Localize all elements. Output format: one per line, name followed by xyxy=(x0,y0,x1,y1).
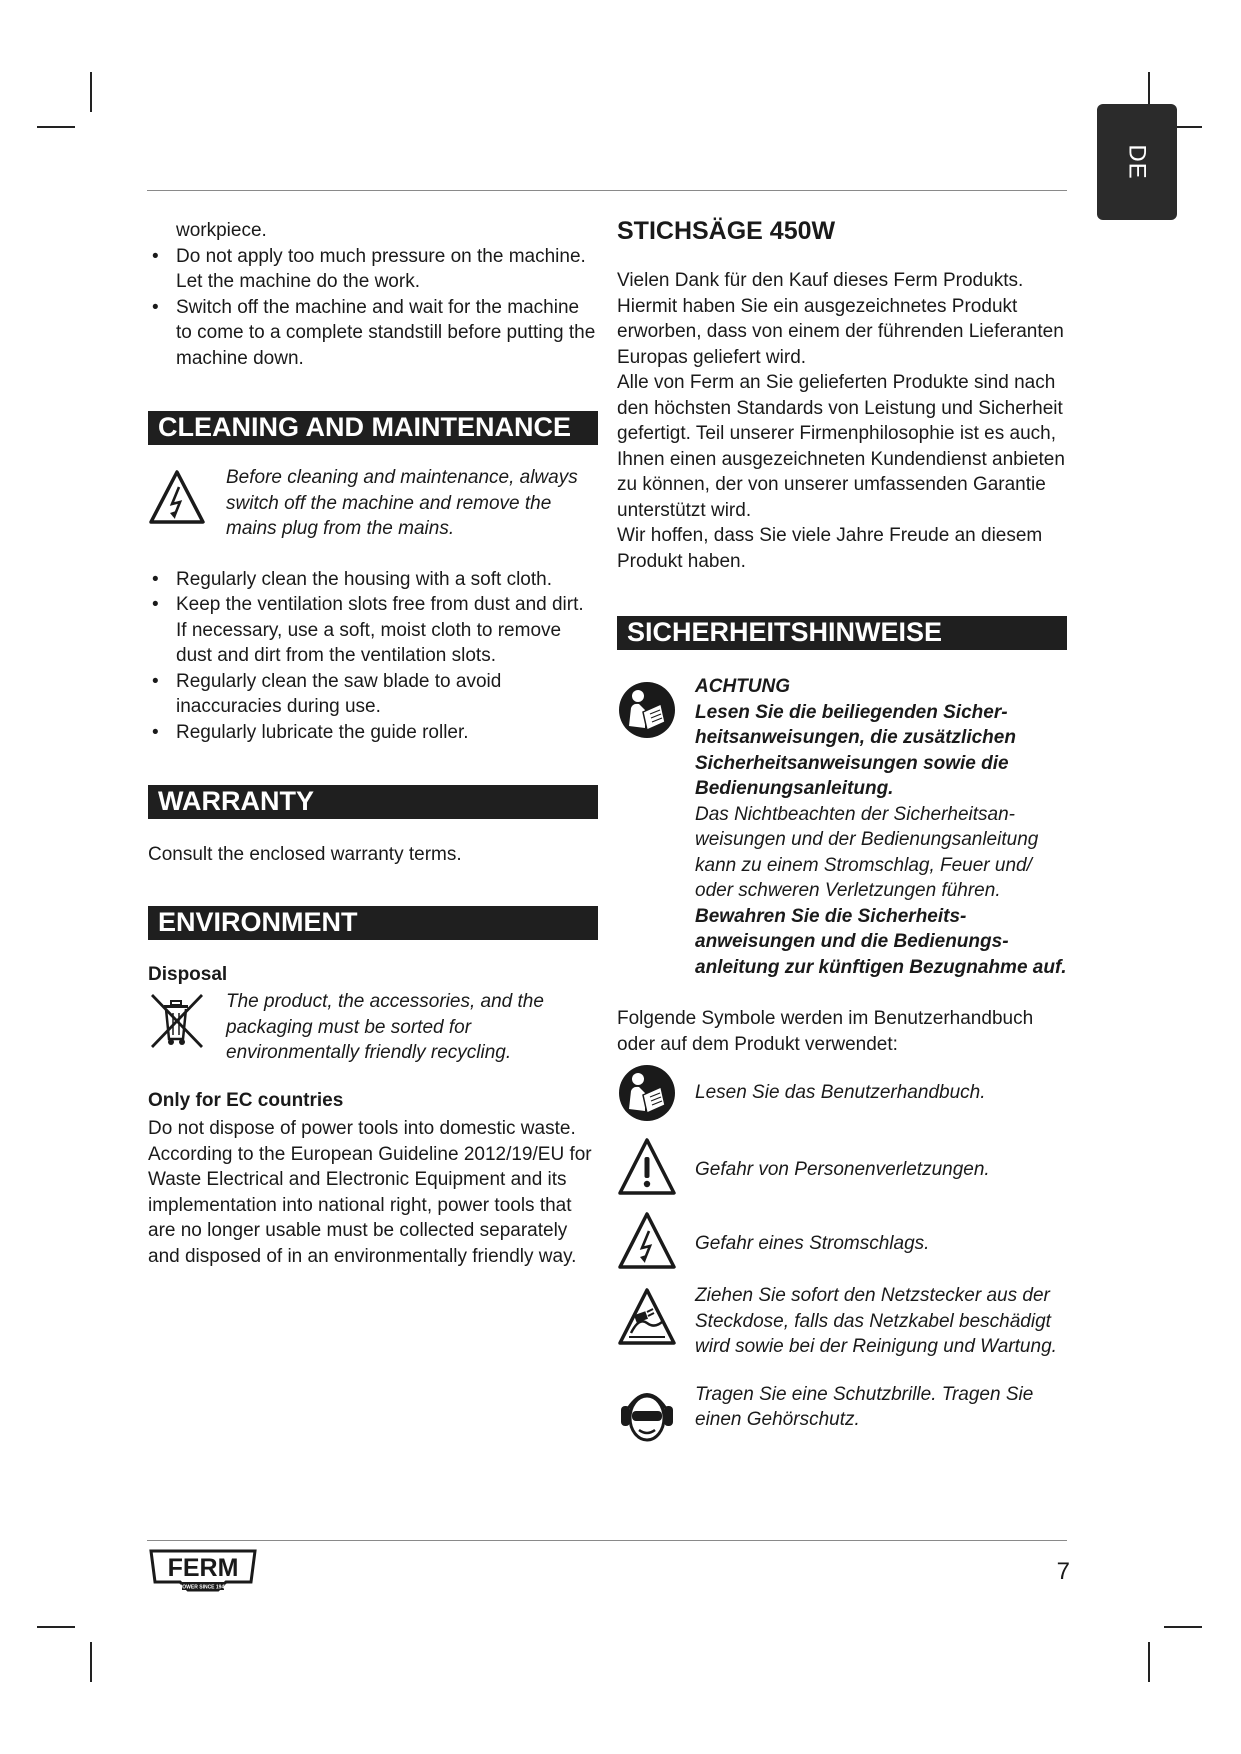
eye-ear-protection-icon xyxy=(617,1382,695,1444)
symbol-row xyxy=(617,1211,1067,1271)
symbol-row xyxy=(617,1283,1067,1360)
safety-keep-instruction: Bewahren Sie die Sicherheits-anweisungen und die Bedienungs-anleitung zur künftigen Bezugnahme auf. xyxy=(695,905,1067,978)
list-item: • Regularly clean the housing with a soft cloth. xyxy=(148,567,598,593)
symbol-row xyxy=(617,1382,1067,1444)
crop-mark xyxy=(90,72,92,112)
language-tab xyxy=(1097,104,1177,220)
symbol-row xyxy=(617,1063,1067,1123)
intro-paragraph: Vielen Dank für den Kauf dieses Ferm Produkts. Hiermit haben Sie ein ausgezeichnetes Produkt erworben, dass von einem der führenden Lieferanten Europas geliefert wird. xyxy=(617,270,1064,368)
disposal-title: Disposal xyxy=(148,963,228,985)
unplug-warning-icon xyxy=(617,1283,695,1347)
logo-text: FERM xyxy=(167,1554,239,1582)
safety-instruction: Lesen Sie die beiliegenden Sicher-heitsanweisungen, die zusätzlichen Sicherheitsanweisungen sowie die Bedienungsanleitung. xyxy=(695,701,1016,799)
disposal-text: The product, the accessories, and the packaging must be sorted for environmentally friendly recycling. xyxy=(226,991,544,1063)
page-number: 7 xyxy=(1056,1558,1070,1585)
read-manual-icon xyxy=(617,1063,695,1123)
warranty-text: Consult the enclosed warranty terms. xyxy=(148,844,462,865)
continued-text: workpiece. xyxy=(176,220,267,241)
intro-paragraph: Alle von Ferm an Sie gelieferten Produkte sind nach den höchsten Standards von Leistung und Sicherheit gefertigt. Teil unserer Firmenphilosophie ist es auch, Ihnen einen ausgezeichneten Kundendienst anbieten zu können, der von unserer umfassenden Garantie unterstützt wird. xyxy=(617,372,1065,521)
cleaning-warning xyxy=(148,465,598,542)
ferm-logo xyxy=(148,1548,258,1594)
logo-tagline: POWER SINCE 1945 xyxy=(178,1584,228,1591)
intro-paragraph: Wir hoffen, dass Sie viele Jahre Freude an diesem Produkt haben. xyxy=(617,525,1043,572)
achtung-label: ACHTUNG xyxy=(695,676,790,697)
cleaning-warning-text: Before cleaning and maintenance, always switch off the machine and remove the mains plug from the mains. xyxy=(226,467,578,539)
crop-mark xyxy=(1164,1626,1202,1628)
operation-bullets xyxy=(148,244,598,372)
ec-text: Do not dispose of power tools into domestic waste. According to the European Guideline 2012/19/EU for Waste Electrical and Electronic Equipment and its implementation into national right, power tools that are no longer usable must be collected separately and disposed of in an environmentally friendly way. xyxy=(148,1118,592,1267)
symbol-text: Tragen Sie eine Schutzbrille. Tragen Sie einen Gehörschutz. xyxy=(695,1383,1034,1430)
product-title: STICHSÄGE 450W xyxy=(617,217,836,245)
list-item: • Switch off the machine and wait for the machine to come to a complete standstill before putting the machine down. xyxy=(148,295,598,372)
right-column xyxy=(617,216,1067,1444)
list-item: • Keep the ventilation slots free from dust and dirt. If necessary, use a soft, moist cloth to remove dust and dirt from the ventilation slots. xyxy=(148,592,598,669)
electric-shock-icon xyxy=(617,1211,695,1271)
safety-heading: SICHERHEITSHINWEISE xyxy=(617,616,1067,650)
list-item: • Regularly lubricate the guide roller. xyxy=(148,720,598,746)
warranty-heading: WARRANTY xyxy=(148,785,598,819)
read-manual-icon xyxy=(617,674,695,740)
left-column xyxy=(148,218,598,1269)
symbol-text: Lesen Sie das Benutzerhandbuch. xyxy=(695,1082,986,1103)
disposal-block xyxy=(148,989,598,1066)
footer-rule xyxy=(147,1540,1067,1541)
header-rule xyxy=(147,190,1067,191)
symbols-intro: Folgende Symbole werden im Benutzerhandbuch oder auf dem Produkt verwendet: xyxy=(617,1008,1034,1055)
safety-notice-text xyxy=(695,674,1067,980)
symbol-text: Ziehen Sie sofort den Netzstecker aus der Steckdose, falls das Netzkabel beschädigt wird sowie bei der Reinigung und Wartung. xyxy=(695,1285,1057,1357)
cleaning-heading: CLEANING AND MAINTENANCE xyxy=(148,411,598,445)
language-label: DE xyxy=(1124,144,1151,180)
symbol-row xyxy=(617,1137,1067,1197)
environment-heading: ENVIRONMENT xyxy=(148,906,598,940)
safety-consequence: Das Nichtbeachten der Sicherheitsan-weisungen und der Bedienungsanleitung kann zu einem Stromschlag, Feuer und/ oder schweren Verletzungen führen. xyxy=(695,803,1039,901)
crop-mark xyxy=(37,126,75,128)
electric-shock-icon xyxy=(148,465,226,525)
list-item: • Do not apply too much pressure on the machine. Let the machine do the work. xyxy=(148,244,598,295)
danger-warning-icon xyxy=(617,1137,695,1197)
symbol-text: Gefahr eines Stromschlags. xyxy=(695,1233,930,1254)
crop-mark xyxy=(1148,1642,1150,1682)
list-item: • Regularly clean the saw blade to avoid inaccuracies during use. xyxy=(148,669,598,720)
crop-mark xyxy=(37,1626,75,1628)
ec-title: Only for EC countries xyxy=(148,1089,344,1111)
crossed-bin-icon xyxy=(148,989,226,1049)
cleaning-bullets xyxy=(148,567,598,746)
safety-notice xyxy=(617,674,1067,980)
symbol-text: Gefahr von Personenverletzungen. xyxy=(695,1159,990,1180)
crop-mark xyxy=(90,1642,92,1682)
